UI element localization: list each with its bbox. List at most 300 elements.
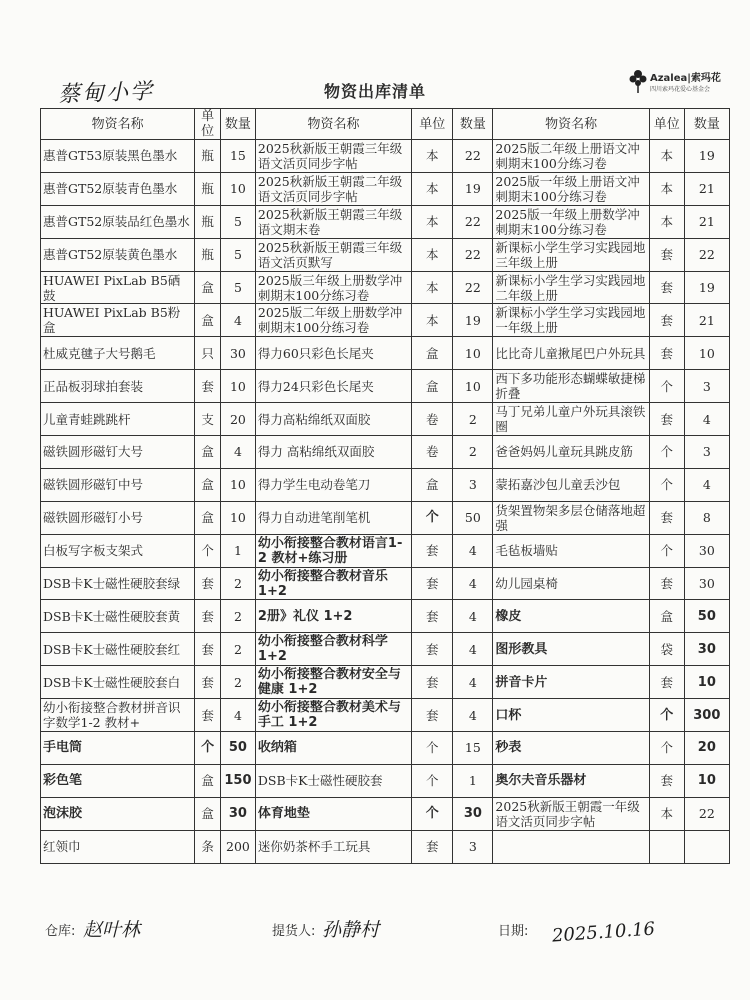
logo-tagline: 四川索玛花爱心基金会 bbox=[650, 86, 711, 93]
table-row bbox=[41, 337, 730, 370]
col-header-name: 物资名称 bbox=[493, 109, 649, 140]
cell-item-name bbox=[41, 205, 195, 238]
cell-item-name bbox=[255, 403, 411, 436]
cell-item-name bbox=[255, 534, 411, 567]
table-row bbox=[41, 501, 730, 534]
cell-item-unit: 盒 bbox=[412, 370, 453, 403]
item-name-text: 杜威克毽子大号鹅毛 bbox=[43, 345, 156, 361]
col-header-name: 物资名称 bbox=[41, 109, 195, 140]
cell-item-qty: 10 bbox=[684, 764, 729, 797]
cell-item-name bbox=[493, 600, 649, 633]
cell-item-unit: 套 bbox=[412, 600, 453, 633]
cell-item-qty: 22 bbox=[684, 797, 729, 830]
cell-item-qty: 50 bbox=[220, 732, 255, 765]
table-row bbox=[41, 468, 730, 501]
table-row bbox=[41, 140, 730, 173]
cell-item-name bbox=[255, 797, 411, 830]
cell-item-unit: 套 bbox=[195, 633, 221, 666]
cell-item-name bbox=[41, 370, 195, 403]
cell-item-qty: 10 bbox=[684, 337, 729, 370]
cell-item-unit: 套 bbox=[649, 567, 684, 600]
cell-item-unit: 支 bbox=[195, 403, 221, 436]
cell-item-name bbox=[41, 567, 195, 600]
cell-item-unit: 个 bbox=[649, 699, 684, 732]
cell-item-name bbox=[493, 238, 649, 271]
cell-item-name bbox=[41, 271, 195, 304]
cell-item-unit: 个 bbox=[412, 797, 453, 830]
cell-item-unit: 个 bbox=[412, 764, 453, 797]
item-name-text: 西下多功能形态蝴蝶敏捷梯折叠 bbox=[495, 371, 646, 402]
item-name-text: 惠普GT52原装青色墨水 bbox=[43, 181, 178, 197]
cell-item-qty: 22 bbox=[453, 238, 493, 271]
cell-item-name bbox=[255, 501, 411, 534]
cell-item-unit: 个 bbox=[649, 370, 684, 403]
cell-item-unit: 本 bbox=[412, 205, 453, 238]
item-name-text: 惠普GT52原装品红色墨水 bbox=[43, 214, 190, 230]
cell-item-name bbox=[493, 830, 649, 863]
item-name-text: 白板写字板支架式 bbox=[43, 543, 144, 559]
table-row bbox=[41, 534, 730, 567]
item-name-text: 2025秋新版王朝霞一年级语文活页同步字帖 bbox=[495, 798, 640, 829]
table-row bbox=[41, 732, 730, 765]
col-header-unit: 单位 bbox=[649, 109, 684, 140]
cell-item-qty: 2 bbox=[220, 567, 255, 600]
cell-item-unit: 本 bbox=[412, 140, 453, 173]
cell-item-unit: 套 bbox=[649, 501, 684, 534]
cell-item-name bbox=[493, 337, 649, 370]
cell-item-qty: 30 bbox=[684, 567, 729, 600]
date-label: 日期: bbox=[498, 924, 529, 939]
cell-item-unit: 本 bbox=[412, 238, 453, 271]
cell-item-unit: 盒 bbox=[412, 337, 453, 370]
cell-item-name bbox=[493, 140, 649, 173]
table-row bbox=[41, 436, 730, 469]
cell-item-unit: 瓶 bbox=[195, 140, 221, 173]
item-name-text: 幼小衔接整合教材美术与手工 1+2 bbox=[257, 700, 401, 731]
item-name-text: 蒙拓嘉沙包儿童丢沙包 bbox=[495, 477, 621, 493]
cell-item-qty: 150 bbox=[220, 764, 255, 797]
supplier-signature: 孙静村 bbox=[322, 919, 380, 941]
cell-item-qty: 2 bbox=[220, 633, 255, 666]
item-name-text: 得力24只彩色长尾夹 bbox=[257, 378, 374, 394]
cell-item-qty: 8 bbox=[684, 501, 729, 534]
cell-item-qty: 4 bbox=[220, 304, 255, 337]
cell-item-qty: 3 bbox=[453, 830, 493, 863]
cell-item-qty: 21 bbox=[684, 205, 729, 238]
cell-item-unit bbox=[649, 830, 684, 863]
item-name-text: HUAWEI PixLab B5粉盒 bbox=[43, 305, 181, 336]
cell-item-unit: 套 bbox=[195, 699, 221, 732]
cell-item-name bbox=[255, 764, 411, 797]
cell-item-unit: 卷 bbox=[412, 403, 453, 436]
cell-item-name bbox=[493, 666, 649, 699]
cell-item-qty: 10 bbox=[453, 337, 493, 370]
cell-item-name bbox=[493, 468, 649, 501]
cell-item-unit: 套 bbox=[649, 238, 684, 271]
cell-item-unit: 套 bbox=[195, 666, 221, 699]
cell-item-qty: 5 bbox=[220, 238, 255, 271]
cell-item-unit: 盒 bbox=[195, 797, 221, 830]
item-name-text: 幼小衔接整合教材科学1+2 bbox=[257, 634, 388, 665]
cell-item-qty: 22 bbox=[453, 205, 493, 238]
cell-item-name bbox=[41, 699, 195, 732]
cell-item-name bbox=[41, 172, 195, 205]
item-name-text: 2025秋新版王朝霞三年级语文期末卷 bbox=[257, 206, 403, 237]
cell-item-unit: 套 bbox=[649, 403, 684, 436]
cell-item-qty: 10 bbox=[453, 370, 493, 403]
item-name-text: 儿童青蛙跳跳杆 bbox=[43, 411, 131, 427]
cell-item-name bbox=[255, 830, 411, 863]
item-name-text: 秒表 bbox=[495, 740, 522, 756]
cell-item-qty: 10 bbox=[220, 172, 255, 205]
cell-item-name bbox=[493, 403, 649, 436]
col-header-qty: 数量 bbox=[453, 109, 493, 140]
cell-item-unit: 盒 bbox=[195, 271, 221, 304]
cell-item-qty: 2 bbox=[453, 436, 493, 469]
cell-item-unit: 盒 bbox=[195, 436, 221, 469]
table-row bbox=[41, 699, 730, 732]
item-name-text: 幼小衔接整合教材安全与健康 1+2 bbox=[257, 667, 401, 698]
cell-item-unit: 个 bbox=[649, 436, 684, 469]
item-name-text: 2025秋新版王朝霞三年级语文活页同步字帖 bbox=[257, 140, 403, 171]
cell-item-qty: 15 bbox=[453, 732, 493, 765]
cell-item-unit: 套 bbox=[412, 633, 453, 666]
item-name-text: DSB卡K士磁性硬胶套白 bbox=[43, 674, 181, 690]
cell-item-qty: 22 bbox=[453, 271, 493, 304]
cell-item-name bbox=[41, 337, 195, 370]
cell-item-unit: 个 bbox=[649, 468, 684, 501]
item-name-text: 货架置物架多层仓储落地超强 bbox=[495, 502, 646, 533]
cell-item-qty: 10 bbox=[684, 666, 729, 699]
cell-item-unit: 套 bbox=[412, 567, 453, 600]
table-row bbox=[41, 567, 730, 600]
item-name-text: DSB卡K士磁性硬胶套 bbox=[257, 773, 383, 789]
item-name-text: 迷你奶茶杯手工玩具 bbox=[257, 839, 371, 855]
cell-item-name bbox=[41, 666, 195, 699]
inventory-table bbox=[40, 108, 730, 864]
cell-item-qty: 19 bbox=[453, 304, 493, 337]
cell-item-name bbox=[493, 699, 649, 732]
item-name-text: 2025版二年级上册数学冲刺期末100分练习卷 bbox=[257, 305, 403, 336]
table-row bbox=[41, 600, 730, 633]
cell-item-unit: 本 bbox=[412, 271, 453, 304]
cell-item-name bbox=[255, 238, 411, 271]
cell-item-unit: 套 bbox=[195, 370, 221, 403]
cell-item-qty bbox=[684, 830, 729, 863]
item-name-text: 得力高粘绵纸双面胶 bbox=[257, 411, 371, 427]
item-name-text: 新课标小学生学习实践园地二年级上册 bbox=[495, 272, 646, 303]
cell-item-name bbox=[41, 600, 195, 633]
item-name-text: 2025秋新版王朝霞三年级语文活页默写 bbox=[257, 239, 403, 270]
item-name-text: 得力 高粘绵纸双面胶 bbox=[257, 444, 375, 460]
cell-item-name bbox=[41, 633, 195, 666]
cell-item-name bbox=[255, 468, 411, 501]
table-header-row bbox=[41, 109, 730, 140]
cell-item-qty: 1 bbox=[220, 534, 255, 567]
cell-item-qty: 200 bbox=[220, 830, 255, 863]
cell-item-unit: 盒 bbox=[195, 764, 221, 797]
cell-item-name bbox=[255, 205, 411, 238]
item-name-text: 比比奇儿童揪尾巴户外玩具 bbox=[495, 345, 646, 361]
col-header-name: 物资名称 bbox=[255, 109, 411, 140]
item-name-text: 磁铁圆形磁钉中号 bbox=[43, 477, 144, 493]
cell-item-name bbox=[41, 238, 195, 271]
item-name-text: 2025版三年级上册数学冲刺期末100分练习卷 bbox=[257, 272, 403, 303]
item-name-text: 2025版二年级上册语文冲刺期末100分练习卷 bbox=[495, 140, 640, 171]
cell-item-unit: 卷 bbox=[412, 436, 453, 469]
item-name-text: 得力自动进笔削笔机 bbox=[257, 510, 371, 526]
cell-item-qty: 2 bbox=[220, 600, 255, 633]
cell-item-name bbox=[493, 764, 649, 797]
cell-item-name bbox=[255, 699, 411, 732]
cell-item-name bbox=[255, 172, 411, 205]
cell-item-name bbox=[493, 436, 649, 469]
cell-item-unit: 个 bbox=[412, 732, 453, 765]
item-name-text: 惠普GT53原装黑色墨水 bbox=[43, 148, 178, 164]
cell-item-qty: 19 bbox=[453, 172, 493, 205]
cell-item-unit: 瓶 bbox=[195, 205, 221, 238]
school-name-handwritten: 蔡甸小学 bbox=[57, 79, 155, 108]
table-row bbox=[41, 205, 730, 238]
cell-item-unit: 盒 bbox=[195, 304, 221, 337]
item-name-text: 幼儿园桌椅 bbox=[495, 576, 558, 592]
cell-item-name bbox=[41, 534, 195, 567]
cell-item-name bbox=[255, 600, 411, 633]
cell-item-name bbox=[255, 304, 411, 337]
item-name-text: DSB卡K士磁性硬胶套黄 bbox=[43, 608, 181, 624]
cell-item-unit: 本 bbox=[649, 797, 684, 830]
table-row bbox=[41, 830, 730, 863]
table-row bbox=[41, 633, 730, 666]
cell-item-qty: 4 bbox=[453, 567, 493, 600]
cell-item-qty: 4 bbox=[220, 699, 255, 732]
cell-item-unit: 套 bbox=[649, 666, 684, 699]
cell-item-name bbox=[493, 732, 649, 765]
footer bbox=[0, 910, 750, 950]
cell-item-unit: 盒 bbox=[649, 600, 684, 633]
col-header-unit: 单位 bbox=[412, 109, 453, 140]
item-name-text: 毛毡板墙贴 bbox=[495, 543, 558, 559]
cell-item-name bbox=[41, 764, 195, 797]
cell-item-qty: 300 bbox=[684, 699, 729, 732]
item-name-text: 奥尔夫音乐器材 bbox=[495, 773, 587, 789]
item-name-text: 橡皮 bbox=[495, 608, 522, 624]
cell-item-qty: 2 bbox=[220, 666, 255, 699]
item-name-text: HUAWEI PixLab B5硒鼓 bbox=[43, 272, 181, 303]
cell-item-qty: 30 bbox=[220, 337, 255, 370]
date-handwritten: 2025.10.16 bbox=[551, 918, 656, 947]
item-name-text: 彩色笔 bbox=[43, 773, 83, 789]
cell-item-unit: 只 bbox=[195, 337, 221, 370]
item-name-text: 口杯 bbox=[495, 707, 522, 723]
cell-item-name bbox=[41, 468, 195, 501]
cell-item-unit: 盒 bbox=[412, 468, 453, 501]
cell-item-unit: 盒 bbox=[195, 468, 221, 501]
cell-item-name bbox=[255, 370, 411, 403]
table-row bbox=[41, 797, 730, 830]
item-name-text: 幼小衔接整合教材音乐1+2 bbox=[257, 568, 388, 599]
item-name-text: 马丁兄弟儿童户外玩具滚铁圈 bbox=[495, 404, 646, 435]
table-row bbox=[41, 271, 730, 304]
table-row bbox=[41, 764, 730, 797]
cell-item-qty: 30 bbox=[220, 797, 255, 830]
item-name-text: 正品板羽球拍套装 bbox=[43, 378, 144, 394]
item-name-text: DSB卡K士磁性硬胶套绿 bbox=[43, 576, 181, 592]
cell-item-qty: 4 bbox=[684, 403, 729, 436]
cell-item-name bbox=[255, 633, 411, 666]
cell-item-name bbox=[493, 633, 649, 666]
cell-item-unit: 套 bbox=[412, 699, 453, 732]
cell-item-unit: 套 bbox=[195, 600, 221, 633]
table-row bbox=[41, 666, 730, 699]
item-name-text: 收纳箱 bbox=[257, 740, 297, 756]
cell-item-qty: 4 bbox=[453, 600, 493, 633]
item-name-text: 爸爸妈妈儿童玩具跳皮筋 bbox=[495, 444, 633, 460]
item-name-text: DSB卡K士磁性硬胶套红 bbox=[43, 641, 181, 657]
cell-item-qty: 19 bbox=[684, 140, 729, 173]
cell-item-name bbox=[493, 304, 649, 337]
cell-item-unit: 个 bbox=[649, 534, 684, 567]
cell-item-unit: 本 bbox=[649, 172, 684, 205]
cell-item-qty: 20 bbox=[684, 732, 729, 765]
item-name-text: 图形教具 bbox=[495, 641, 548, 657]
cell-item-name bbox=[493, 205, 649, 238]
cell-item-qty: 10 bbox=[220, 370, 255, 403]
cell-item-name bbox=[493, 271, 649, 304]
cell-item-name bbox=[41, 797, 195, 830]
cell-item-qty: 20 bbox=[220, 403, 255, 436]
cell-item-qty: 3 bbox=[684, 370, 729, 403]
cell-item-unit: 套 bbox=[412, 666, 453, 699]
cell-item-name bbox=[41, 732, 195, 765]
table-row bbox=[41, 238, 730, 271]
cell-item-unit: 瓶 bbox=[195, 172, 221, 205]
cell-item-unit: 套 bbox=[195, 567, 221, 600]
cell-item-qty: 22 bbox=[453, 140, 493, 173]
item-name-text: 幼小衔接整合教材拼音识字数学1-2 教材+ bbox=[43, 700, 181, 731]
cell-item-qty: 21 bbox=[684, 172, 729, 205]
cell-item-unit: 套 bbox=[412, 534, 453, 567]
cell-item-qty: 4 bbox=[453, 699, 493, 732]
warehouse-label: 仓库: bbox=[45, 924, 76, 939]
cell-item-qty: 3 bbox=[684, 436, 729, 469]
table-row bbox=[41, 304, 730, 337]
table-row bbox=[41, 403, 730, 436]
org-logo bbox=[628, 66, 728, 100]
item-name-text: 得力60只彩色长尾夹 bbox=[257, 345, 374, 361]
cell-item-qty: 21 bbox=[684, 304, 729, 337]
azalea-flower-icon bbox=[628, 68, 648, 94]
cell-item-name bbox=[41, 436, 195, 469]
cell-item-unit: 本 bbox=[412, 304, 453, 337]
cell-item-qty: 4 bbox=[453, 666, 493, 699]
table-row bbox=[41, 370, 730, 403]
cell-item-qty: 5 bbox=[220, 205, 255, 238]
cell-item-qty: 3 bbox=[453, 468, 493, 501]
cell-item-qty: 10 bbox=[220, 501, 255, 534]
cell-item-unit: 本 bbox=[649, 140, 684, 173]
cell-item-qty: 4 bbox=[453, 633, 493, 666]
cell-item-name bbox=[41, 501, 195, 534]
cell-item-name bbox=[41, 403, 195, 436]
cell-item-unit: 个 bbox=[195, 534, 221, 567]
cell-item-unit: 本 bbox=[412, 172, 453, 205]
item-name-text: 新课标小学生学习实践园地一年级上册 bbox=[495, 305, 646, 336]
item-name-text: 拼音卡片 bbox=[495, 674, 548, 690]
item-name-text: 磁铁圆形磁钉大号 bbox=[43, 444, 144, 460]
cell-item-qty: 30 bbox=[453, 797, 493, 830]
cell-item-qty: 4 bbox=[220, 436, 255, 469]
table-row bbox=[41, 172, 730, 205]
cell-item-name bbox=[493, 567, 649, 600]
cell-item-name bbox=[41, 304, 195, 337]
item-name-text: 手电筒 bbox=[43, 740, 83, 756]
cell-item-unit: 条 bbox=[195, 830, 221, 863]
cell-item-unit: 本 bbox=[649, 205, 684, 238]
cell-item-qty: 19 bbox=[684, 271, 729, 304]
item-name-text: 幼小衔接整合教材语言1-2 教材+练习册 bbox=[257, 535, 403, 566]
cell-item-unit: 袋 bbox=[649, 633, 684, 666]
cell-item-unit: 个 bbox=[412, 501, 453, 534]
cell-item-unit: 套 bbox=[649, 764, 684, 797]
cell-item-qty: 30 bbox=[684, 534, 729, 567]
item-name-text: 2025版一年级上册语文冲刺期末100分练习卷 bbox=[495, 173, 640, 204]
item-name-text: 新课标小学生学习实践园地三年级上册 bbox=[495, 239, 646, 270]
cell-item-qty: 50 bbox=[453, 501, 493, 534]
cell-item-qty: 2 bbox=[453, 403, 493, 436]
item-name-text: 惠普GT52原装黄色墨水 bbox=[43, 247, 178, 263]
supplier-label: 提货人: bbox=[272, 924, 316, 939]
warehouse-signature: 赵叶林 bbox=[83, 919, 141, 941]
cell-item-name bbox=[493, 172, 649, 205]
item-name-text: 得力学生电动卷笔刀 bbox=[257, 477, 371, 493]
cell-item-unit: 套 bbox=[412, 830, 453, 863]
col-header-qty: 数量 bbox=[684, 109, 729, 140]
cell-item-name bbox=[255, 436, 411, 469]
cell-item-unit: 套 bbox=[649, 337, 684, 370]
item-name-text: 2025秋新版王朝霞二年级语文活页同步字帖 bbox=[257, 173, 403, 204]
cell-item-unit: 套 bbox=[649, 271, 684, 304]
item-name-text: 磁铁圆形磁钉小号 bbox=[43, 510, 144, 526]
item-name-text: 泡沫胶 bbox=[43, 806, 83, 822]
cell-item-name bbox=[255, 140, 411, 173]
cell-item-unit: 套 bbox=[649, 304, 684, 337]
cell-item-name bbox=[493, 370, 649, 403]
cell-item-qty: 30 bbox=[684, 633, 729, 666]
cell-item-name bbox=[41, 830, 195, 863]
cell-item-name bbox=[493, 797, 649, 830]
cell-item-qty: 4 bbox=[684, 468, 729, 501]
cell-item-qty: 10 bbox=[220, 468, 255, 501]
cell-item-name bbox=[493, 501, 649, 534]
cell-item-unit: 个 bbox=[195, 732, 221, 765]
cell-item-qty: 15 bbox=[220, 140, 255, 173]
col-header-unit: 单位 bbox=[195, 109, 221, 140]
cell-item-name bbox=[41, 140, 195, 173]
cell-item-unit: 盒 bbox=[195, 501, 221, 534]
page-title: 物资出库清单 bbox=[323, 82, 426, 101]
logo-brand: Azalea|索玛花 bbox=[650, 73, 721, 84]
cell-item-qty: 5 bbox=[220, 271, 255, 304]
cell-item-unit: 个 bbox=[649, 732, 684, 765]
cell-item-name bbox=[255, 666, 411, 699]
item-name-text: 红领巾 bbox=[43, 839, 81, 855]
item-name-text: 体育地垫 bbox=[257, 806, 310, 822]
cell-item-name bbox=[255, 271, 411, 304]
col-header-qty: 数量 bbox=[220, 109, 255, 140]
cell-item-name bbox=[255, 732, 411, 765]
cell-item-name bbox=[255, 567, 411, 600]
